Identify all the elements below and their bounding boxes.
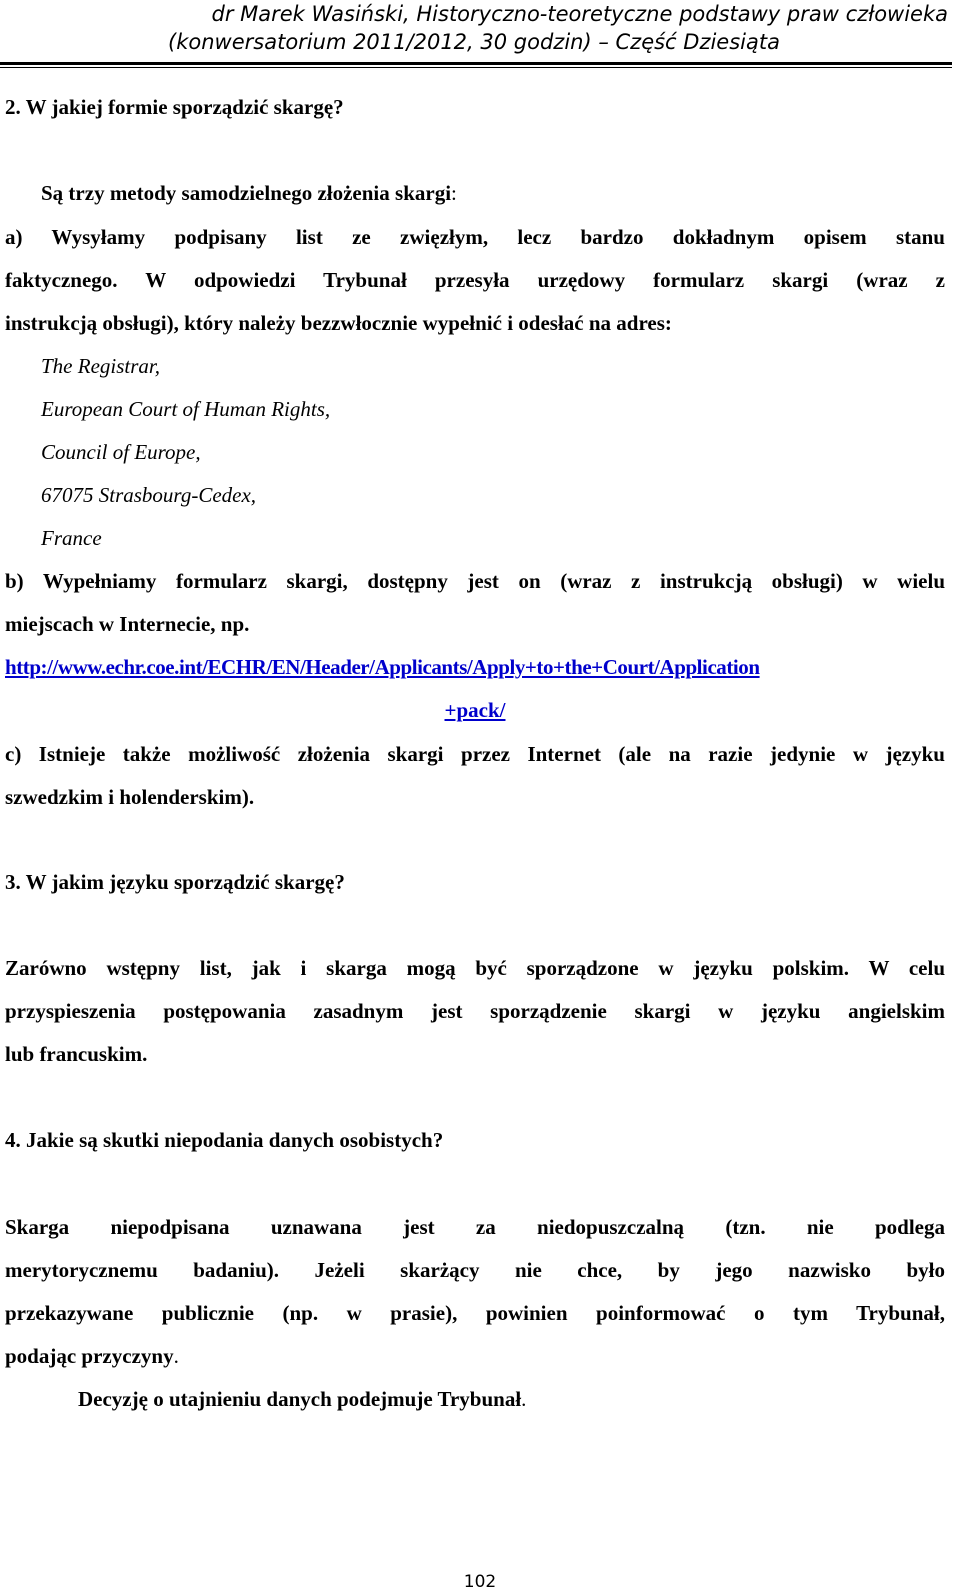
q4-answer-line-4 [5, 1335, 945, 1378]
intro-colon: : [451, 181, 457, 205]
header-rule-thin [0, 67, 952, 68]
header-course-info: (konwersatorium 2011/2012, 30 godzin) – Część Dziesiąta [168, 30, 780, 54]
echr-link-continuation[interactable] [5, 689, 945, 732]
q4-answer-line-2: merytorycznemu badaniu). Jeżeli skarżący nie chce, by jego nazwisko było [5, 1258, 945, 1282]
page-number: 102 [463, 1572, 497, 1592]
q3-answer-line-1: Zarówno wstępny list, jak i skarga mogą być sporządzone w języku polskim. W celu [5, 956, 945, 980]
address-line: Council of Europe, [41, 440, 201, 464]
echr-link-line-1[interactable]: http://www.echr.coe.int/ECHR/EN/Header/Applicants/Apply+to+the+Court/Application [5, 655, 760, 679]
address-line: The Registrar, [41, 354, 161, 378]
q3-answer-line-2: przyspieszenia postępowania zasadnym jest sporządzenie skargi w języku angielskim [5, 999, 945, 1023]
method-b-line-1: b) Wypełniamy formularz skargi, dostępny jest on (wraz z instrukcją obsługi) w wielu [5, 569, 945, 593]
method-c-line-1: c) Istnieje także możliwość złożenia skargi przez Internet (ale na razie jedynie w języku [5, 742, 945, 766]
q3-answer-line-3: lub francuskim. [5, 1042, 148, 1066]
section-heading-q3: 3. W jakim języku sporządzić skargę? [5, 870, 345, 894]
echr-link-line-2[interactable]: +pack/ [444, 698, 506, 722]
method-a-line-3: instrukcją obsługi), który należy bezzwłocznie wypełnić i odesłać na adres: [5, 311, 672, 335]
header-author-title: dr Marek Wasiński, Historyczno-teoretyczne podstawy praw człowieka [211, 2, 948, 26]
method-b-line-2: miejscach w Internecie, np. [5, 612, 250, 636]
method-a-line-2: faktycznego. W odpowiedzi Trybunał przesyła urzędowy formularz skargi (wraz z [5, 268, 945, 292]
echr-link[interactable] [5, 646, 945, 689]
q4-final-text: Decyzję o utajnieniu danych podejmuje Trybunał [78, 1387, 522, 1411]
q4-answer-line-3: przekazywane publicznie (np. w prasie), powinien poinformować o tym Trybunał, [5, 1301, 945, 1325]
q4-answer-line-4-text: podając przyczyny [5, 1344, 174, 1368]
address-line: 67075 Strasbourg-Cedex, [41, 483, 257, 507]
address-line: France [41, 526, 102, 550]
section-heading-q2: 2. W jakiej formie sporządzić skargę? [5, 95, 344, 119]
q4-answer-line-1: Skarga niepodpisana uznawana jest za niedopuszczalną (tzn. nie podlega [5, 1215, 945, 1239]
q4-final-dot: . [521, 1387, 527, 1411]
q4-final-statement [78, 1378, 960, 1421]
method-a-line-1: a) Wysyłamy podpisany list ze zwięzłym, lecz bardzo dokładnym opisem stanu [5, 225, 945, 249]
q4-answer-line-4-dot: . [173, 1344, 179, 1368]
method-c-line-2: szwedzkim i holenderskim). [5, 785, 255, 809]
address-line: European Court of Human Rights, [41, 397, 331, 421]
intro-text [41, 172, 960, 215]
header-rule-thick [0, 62, 952, 65]
intro-text-main: Są trzy metody samodzielnego złożenia skargi [41, 181, 452, 205]
section-heading-q4: 4. Jakie są skutki niepodania danych osobistych? [5, 1128, 444, 1152]
